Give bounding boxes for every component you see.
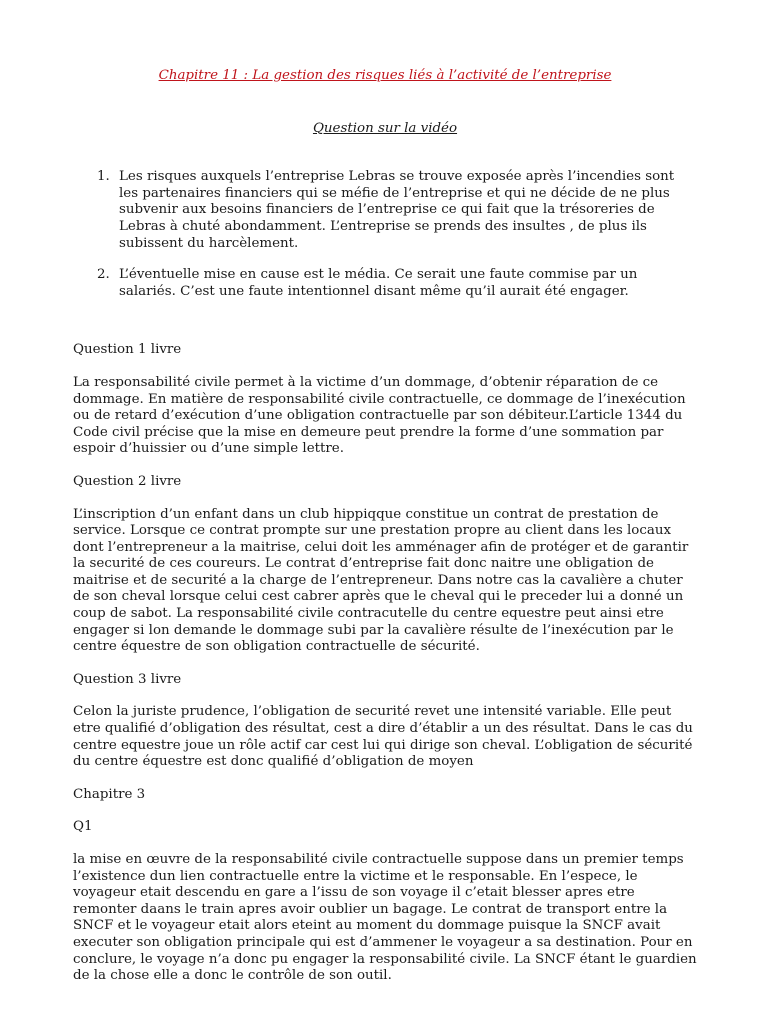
section-text-question-1: La responsabilité civile permet à la victime d’un dommage, d’obtenir réparation de ce dommage. En matière de responsabilité civile contractuelle, ce dommage de l’inexécution ou de retard d’exécution d’une obligation contractuelle par son débiteur.L’article 1344 du Code civil précise que la mise en demeure peut prendre la forme d’une sommation par espoir d’huissier ou d’une simple lettre. (73, 374, 686, 457)
section-text-q1: la mise en œuvre de la responsabilité civile contractuelle suppose dans un premier temps l’existence dun lien contractuelle entre la victime et le responsable. En l’espece, le voyageur etait descendu en gare a l’issu de son voyage il c’etait blesser apres etre remonter daans le train apres avoir oublier un bagage. Le contrat de transport entre la SNCF et le voyageur etait alors eteint au moment du dommage puisque la SNCF avait executer son obligation principale qui est d’ammener le voyageur a sa destination. Pour en conclure, le voyage n’a donc pu engager la responsabilité civile. La SNCF étant le guardien de la chose elle a donc le contrôle de son outil. (73, 852, 697, 984)
list-item-text: L’éventuelle mise en cause est le média. Ce serait une faute commise par un salariés. C’est une faute intentionnel disant même qu’il aurait été engager. (119, 267, 638, 299)
section-label-question-2: Question 2 livre (73, 473, 182, 489)
section-text-question-2: L’inscription d’un enfant dans un club hippiqque constitue un contrat de prestation de service. Lorsque ce contrat prompte sur une prestation propre au client dans les locaux dont l’entrepreneur a la maitrise, celui doit les amménager afin de protéger et de garantir la securité de ces coureurs. Le contrat d’entreprise fait donc naitre une obligation de maitrise et de securité a la charge de l’entrepreneur. Dans notre cas la cavalière a chuter de son cheval lorsque celui cest cabrer après que le cheval qui le preceder lui a donné un coup de sabot. La responsabilité civile contracutelle du centre equestre peut ainsi etre engager si lon demande le dommage subi par la cavalière résulte de l’inexécution par le centre équestre de son obligation contractuelle de sécurité. (73, 506, 689, 655)
section-text-question-3: Celon la juriste prudence, l’obligation de securité revet une intensité variable. Elle peut etre qualifié d’obligation des résultat, cest a dire d’établir a un des résultat. Dans le cas du centre equestre joue un rôle actif car cest lui qui dirige son cheval. L’obligation de sécurité du centre équestre est donc qualifié d’obligation de moyen (73, 704, 693, 770)
section-label-question-1: Question 1 livre (73, 342, 182, 358)
video-question-subtitle: Question sur la vidéo (312, 120, 458, 136)
list-item-number: 1. (97, 169, 110, 185)
list-item (73, 267, 697, 300)
document-page (73, 60, 697, 1001)
section-label-q1: Q1 (73, 819, 93, 835)
section-label-question-3: Question 3 livre (73, 671, 182, 687)
list-item-text: Les risques auxquels l’entreprise Lebras se trouve exposée après l’incendies sont les partenaires financiers qui se méfie de l’entreprise et qui ne décide de ne plus subvenir aux besoins financiers de l’entreprise ce qui fait que la trésoreries de Lebras à chuté abondamment. L’entreprise se prends des insultes , de plus ils subissent du harcèlement. (119, 169, 675, 251)
list-item-number: 2. (97, 267, 110, 283)
list-item (73, 169, 697, 252)
video-answers-list (73, 169, 697, 300)
section-label-chapitre-3: Chapitre 3 (73, 786, 146, 802)
chapter-title: Chapitre 11 : La gestion des risques liés à l’activité de l’entreprise (158, 68, 612, 83)
